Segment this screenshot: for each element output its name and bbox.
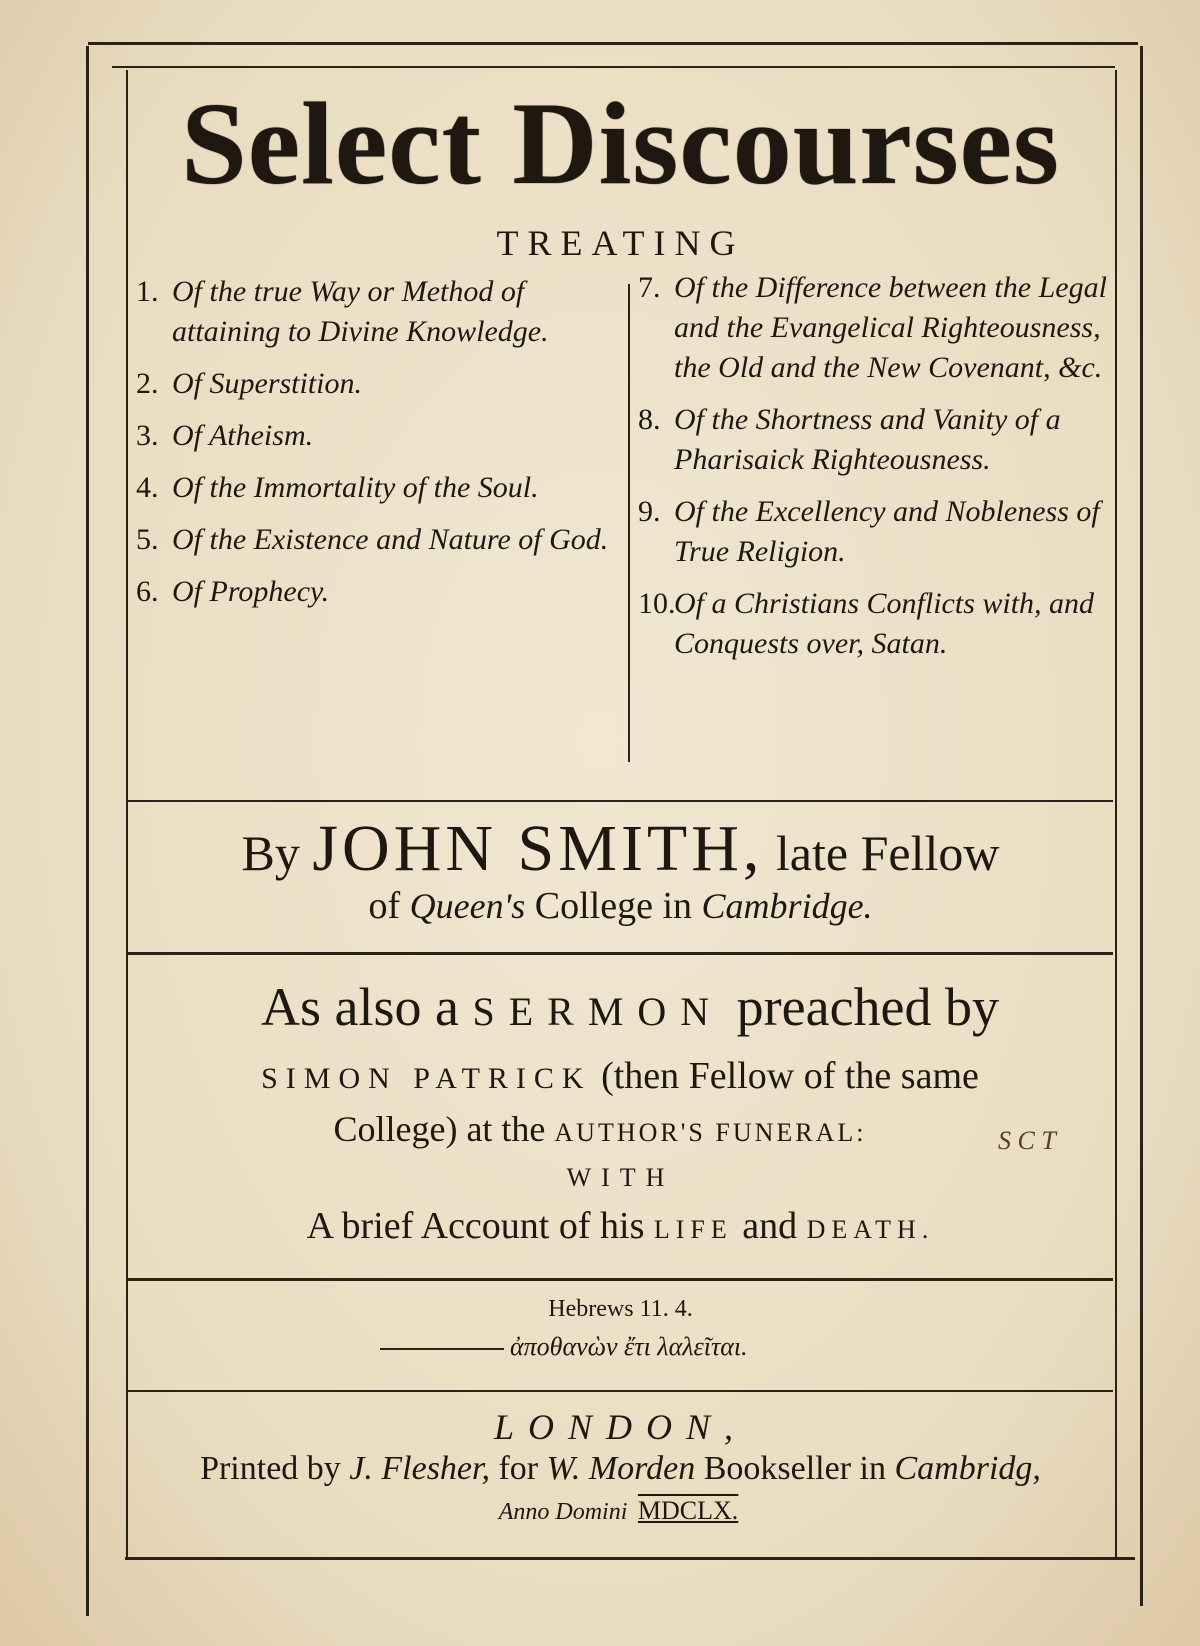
- epigraph-reference: Hebrews 11. 4.: [548, 1296, 693, 1322]
- list-item: 10.Of a Christians Conflicts with, and Conquests over, Satan.: [638, 587, 1095, 660]
- imprint-date: Anno Domini MDCLX.: [498, 1496, 739, 1525]
- list-item: 5. Of the Existence and Nature of God.: [136, 523, 609, 556]
- frame-rule-left: [86, 46, 89, 1616]
- imprint-city: LONDON,: [493, 1407, 748, 1447]
- list-item: 1. Of the true Way or Method of attaining to Divine Knowledge.: [136, 275, 549, 348]
- list-item: 6. Of Prophecy.: [136, 575, 330, 608]
- list-item: 2. Of Superstition.: [136, 367, 363, 400]
- list-item: 8. Of the Shortness and Vanity of a Pharisaick Righteousness.: [638, 403, 1061, 476]
- list-item: 7. Of the Difference between the Legal and the Evangelical Righteousness, the Old and the New Covenant, &c.: [638, 271, 1107, 384]
- frame-rule-top-inner: [112, 66, 1115, 68]
- author-college: of Queen's College in Cambridge.: [368, 885, 873, 927]
- author-name: JOHN SMITH,: [312, 812, 764, 885]
- frame-rule-inner-left: [126, 70, 128, 1560]
- handwritten-marginalia: S C T: [998, 1126, 1056, 1155]
- frame-rule-bottom: [125, 1557, 1135, 1560]
- frame-rule-right: [1140, 46, 1143, 1606]
- account-line: A brief Account of his LIFE and DEATH.: [306, 1205, 935, 1247]
- section-rule-2: [128, 952, 1113, 955]
- with-line: WITH: [566, 1163, 675, 1192]
- epigraph-dash: [380, 1348, 504, 1350]
- sermon-line-1: As also a SERMON preached by: [260, 977, 1000, 1037]
- author-line: By JOHN SMITH, late Fellow: [241, 812, 1000, 885]
- epigraph-greek: ἀποθανὼν ἔτι λαλεῖται.: [380, 1332, 880, 1362]
- list-item: 3. Of Atheism.: [136, 419, 314, 452]
- sermon-line-2: SIMON PATRICK (then Fellow of the same: [261, 1055, 979, 1097]
- section-rule-4: [128, 1390, 1113, 1392]
- imprint-printer-line: Printed by J. Flesher, for W. Morden Bookseller in Cambridg,: [200, 1450, 1041, 1487]
- column-divider: [628, 284, 630, 762]
- discourse-list-left: [136, 272, 616, 624]
- discourse-list-right: [638, 268, 1108, 676]
- frame-rule-top-outer: [88, 42, 1138, 45]
- list-item: 4. Of the Immortality of the Soul.: [136, 471, 539, 504]
- list-item: 9. Of the Excellency and Nobleness of True Religion.: [638, 495, 1100, 568]
- subtitle-treating: TREATING: [496, 223, 745, 263]
- book-title: Select Discourses: [181, 78, 1060, 209]
- sermon-line-3: College) at the AUTHOR'S FUNERAL:: [333, 1109, 867, 1149]
- frame-rule-inner-right: [1115, 70, 1117, 1560]
- section-rule-3: [128, 1278, 1113, 1281]
- section-rule-1: [128, 800, 1113, 802]
